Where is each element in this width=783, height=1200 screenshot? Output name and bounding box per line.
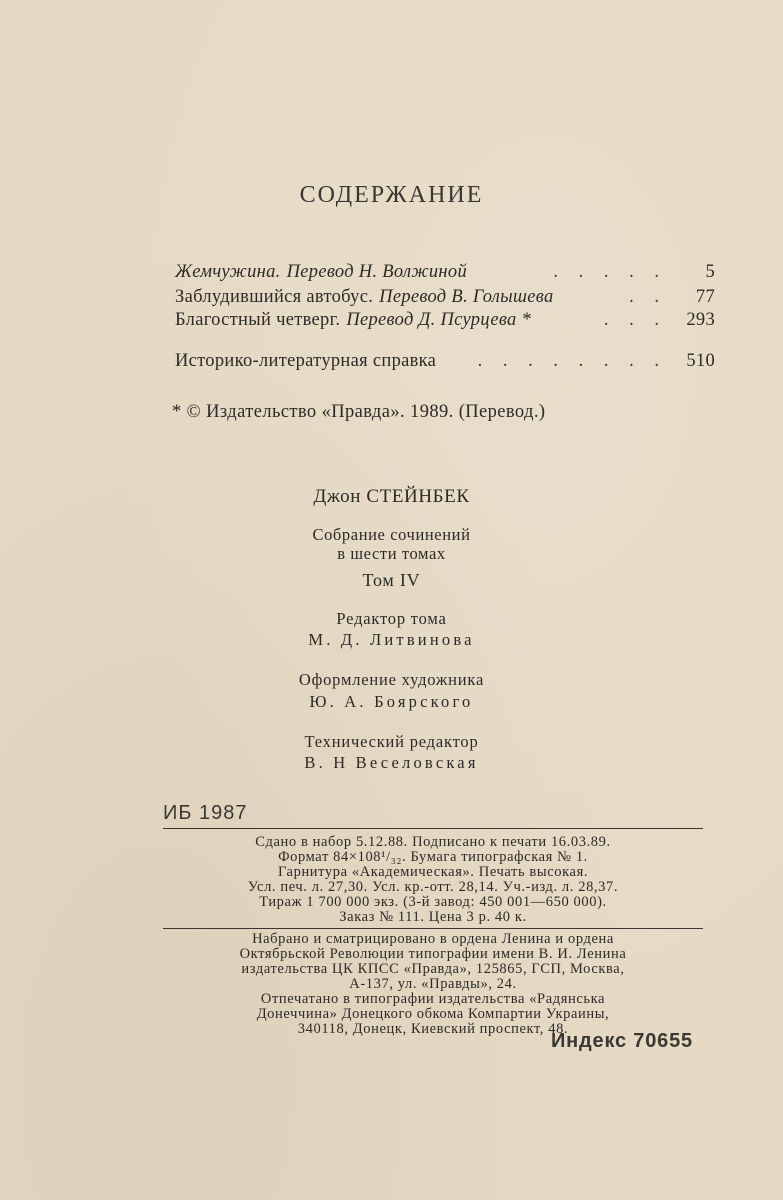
toc-entry-translation: Перевод Н. Волжиной	[286, 262, 468, 282]
toc-entry	[175, 287, 715, 311]
imprint-line: Октябрьской Революции типографии имени В. И. Ленина	[239, 946, 627, 962]
copyright-footnote: * © Издательство «Правда». 1989. (Перевод.)	[172, 402, 546, 422]
toc-title: СОДЕРЖАНИЕ	[299, 182, 484, 208]
toc-entry-title: Жемчужина.	[175, 262, 281, 282]
toc-entry-translation: Перевод В. Голышева	[379, 287, 554, 307]
imprint-line: Тираж 1 700 000 экз. (3-й завод: 450 001—650 000).	[259, 894, 607, 910]
imprint-line: Заказ № 111. Цена 3 р. 40 к.	[339, 909, 527, 925]
imprint-line: издательства ЦК КПСС «Правда», 125865, ГСП, Москва,	[241, 961, 625, 977]
index-number: Индекс 70655	[551, 1030, 693, 1052]
toc-entry-title: Историко-литературная справка	[175, 351, 437, 371]
toc-entry-page: 510	[686, 351, 715, 371]
toc-entry	[175, 310, 715, 334]
toc-entry	[175, 262, 715, 286]
toc-entry	[175, 351, 715, 375]
imprint-top-rule	[163, 828, 703, 829]
imprint-line: Донеччина» Донецкого обкома Компартии Украины,	[256, 1006, 610, 1022]
toc-entry-title: Благостный четверг.	[175, 310, 341, 330]
ib-number: ИБ 1987	[163, 802, 248, 824]
imprint-line: 340118, Донецк, Киевский проспект, 48.	[297, 1021, 569, 1037]
editor-name: М. Д. Литвинова	[308, 630, 475, 649]
collection-subtitle: в шести томах	[337, 544, 446, 563]
design-label: Оформление художника	[298, 670, 485, 689]
collection-title: Собрание сочинений	[312, 525, 471, 544]
toc-entry-title: Заблудившийся автобус.	[175, 287, 374, 307]
toc-entry-dots: . . . . . . . .	[477, 351, 667, 371]
design-name: Ю. А. Боярского	[309, 692, 474, 711]
toc-entry-page: 293	[686, 310, 715, 330]
toc-entry-dots: . . .	[603, 310, 667, 330]
imprint-line: Сдано в набор 5.12.88. Подписано к печати 16.03.89.	[255, 834, 611, 850]
toc-entry-dots: . .	[629, 287, 667, 307]
author-name: Джон СТЕЙНБЕК	[313, 486, 470, 507]
toc-entry-translation: Перевод Д. Псурцева *	[346, 310, 532, 330]
imprint-line: Набрано и сматрицировано в ордена Ленина и ордена	[252, 931, 614, 947]
toc-entry-page: 77	[695, 287, 715, 307]
tech-editor-label: Технический редактор	[304, 732, 479, 751]
imprint-line: А-137, ул. «Правды», 24.	[349, 976, 517, 992]
editor-label: Редактор тома	[336, 609, 447, 628]
imprint-line: Гарнитура «Академическая». Печать высокая.	[277, 864, 589, 880]
imprint-middle-rule	[163, 928, 703, 929]
imprint-line: Формат 84×108¹/₃₂. Бумага типографская № 1.	[278, 849, 588, 865]
imprint-line: Усл. печ. л. 27,30. Усл. кр.-отт. 28,14. Уч.-изд. л. 28,37.	[247, 879, 619, 895]
toc-entry-dots: . . . . .	[553, 262, 667, 282]
toc-entry-page: 5	[705, 262, 715, 282]
imprint-line: Отпечатано в типографии издательства «Радянська	[260, 991, 606, 1007]
volume-number: Том IV	[362, 570, 421, 590]
tech-editor-name: В. Н Веселовская	[304, 753, 479, 772]
